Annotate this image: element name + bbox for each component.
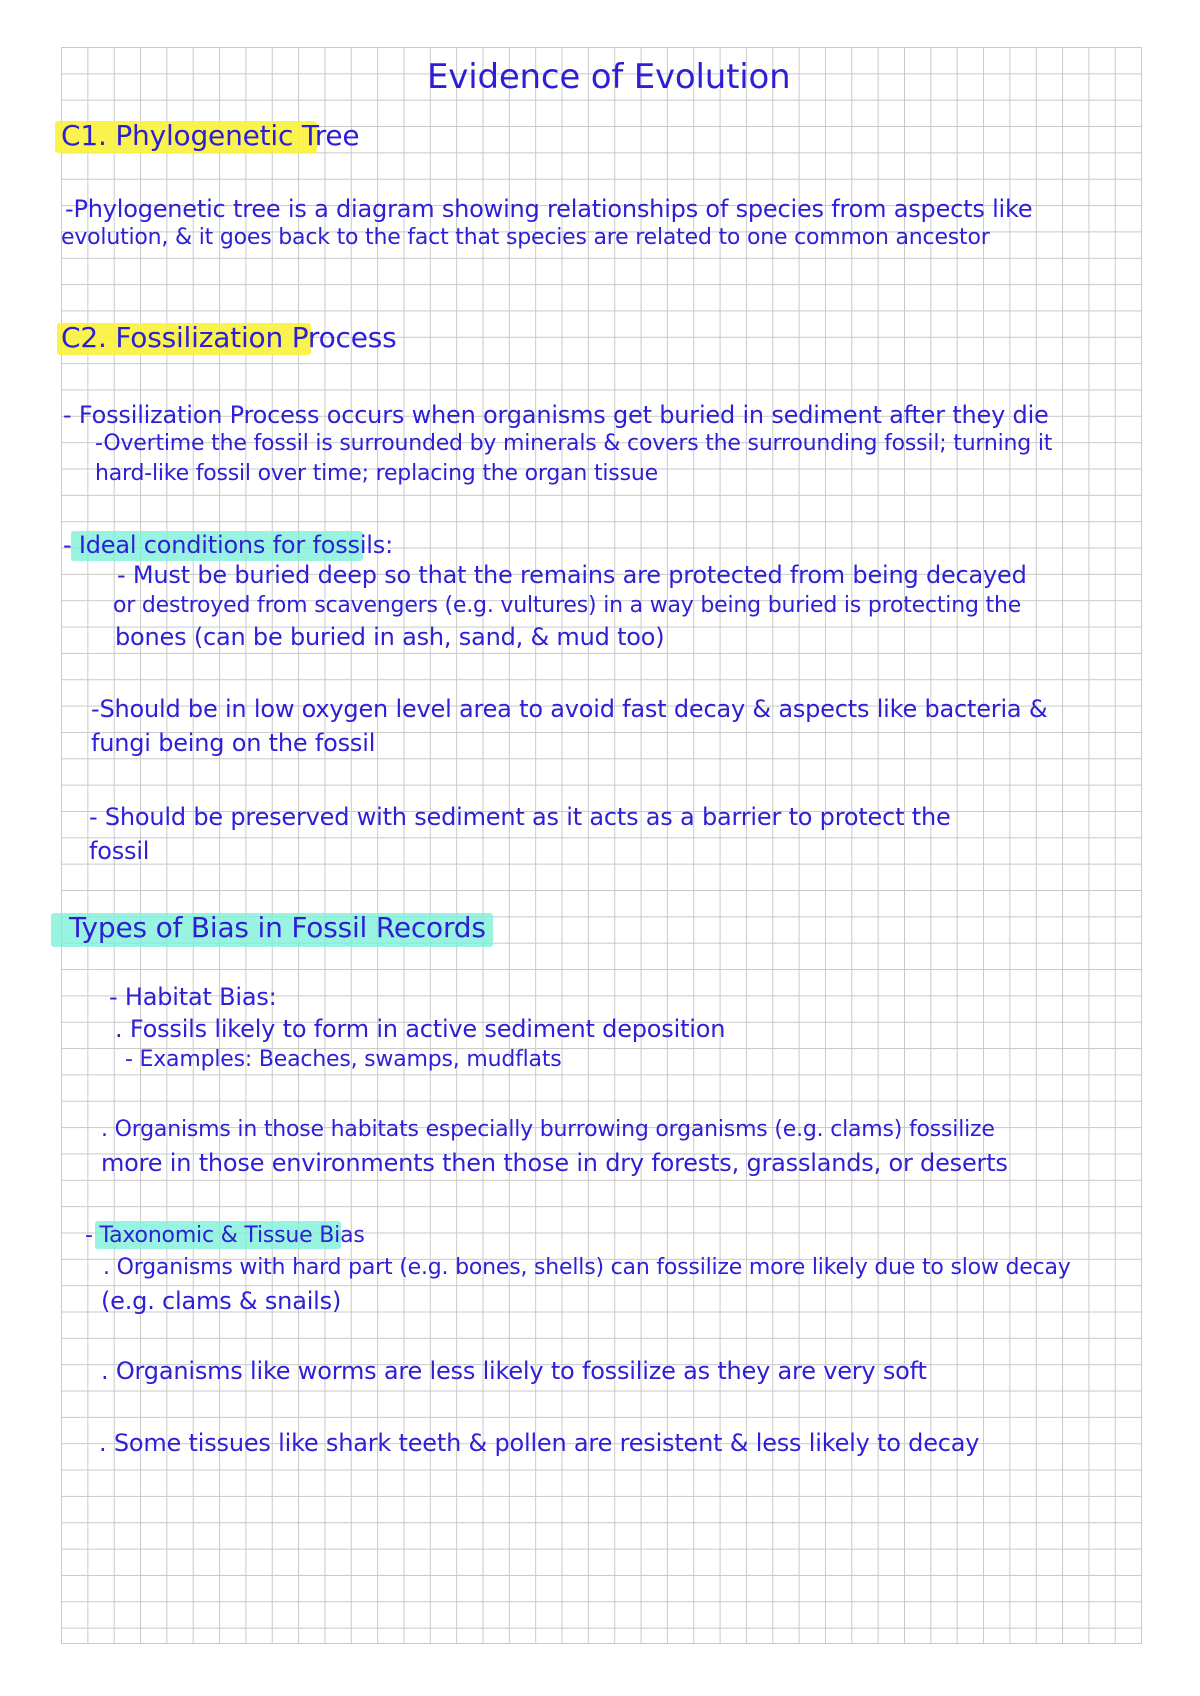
habitat-line: . Fossils likely to form in active sediment deposition [115, 1015, 726, 1043]
page-title: Evidence of Evolution [427, 57, 791, 97]
ideal-line: bones (can be buried in ash, sand, & mud too) [115, 623, 665, 651]
section-c1-heading: C1. Phylogenetic Tree [61, 119, 360, 152]
ideal-heading: - Ideal conditions for fossils: [63, 531, 393, 559]
grid-paper [61, 47, 1142, 1644]
taxonomic-line: . Some tissues like shark teeth & pollen are resistent & less likely to decay [99, 1429, 980, 1457]
taxonomic-line: . Organisms with hard part (e.g. bones, shells) can fossilize more likely due to slow decay [103, 1255, 1071, 1280]
c2-line: hard-like fossil over time; replacing the organ tissue [95, 461, 658, 486]
c2-line: - Fossilization Process occurs when organisms get buried in sediment after they die [63, 401, 1049, 429]
habitat-bias-heading: - Habitat Bias: [109, 983, 277, 1011]
taxonomic-line: (e.g. clams & snails) [101, 1287, 342, 1315]
bias-heading: Types of Bias in Fossil Records [69, 911, 486, 944]
ideal-line: - Must be buried deep so that the remains are protected from being decayed [117, 561, 1027, 589]
c1-line: -Phylogenetic tree is a diagram showing relationships of species from aspects like [65, 195, 1033, 223]
ideal-line: - Should be preserved with sediment as it acts as a barrier to protect the [89, 803, 951, 831]
taxonomic-line: . Organisms like worms are less likely to fossilize as they are very soft [101, 1357, 927, 1385]
c1-line: evolution, & it goes back to the fact that species are related to one common ancestor [61, 225, 990, 250]
c2-line: -Overtime the fossil is surrounded by minerals & covers the surrounding fossil; turning it [95, 431, 1053, 456]
habitat-line: more in those environments then those in dry forests, grasslands, or deserts [101, 1149, 1008, 1177]
habitat-line: . Organisms in those habitats especially burrowing organisms (e.g. clams) fossilize [101, 1117, 995, 1142]
ideal-line: -Should be in low oxygen level area to avoid fast decay & aspects like bacteria & [91, 695, 1048, 723]
ideal-line: fossil [89, 837, 150, 865]
ideal-line: fungi being on the fossil [91, 729, 376, 757]
section-c2-heading: C2. Fossilization Process [61, 321, 397, 354]
ideal-line: or destroyed from scavengers (e.g. vultures) in a way being buried is protecting the [113, 593, 1022, 618]
habitat-line: - Examples: Beaches, swamps, mudflats [125, 1047, 562, 1072]
taxonomic-bias-heading: - Taxonomic & Tissue Bias [85, 1223, 365, 1248]
